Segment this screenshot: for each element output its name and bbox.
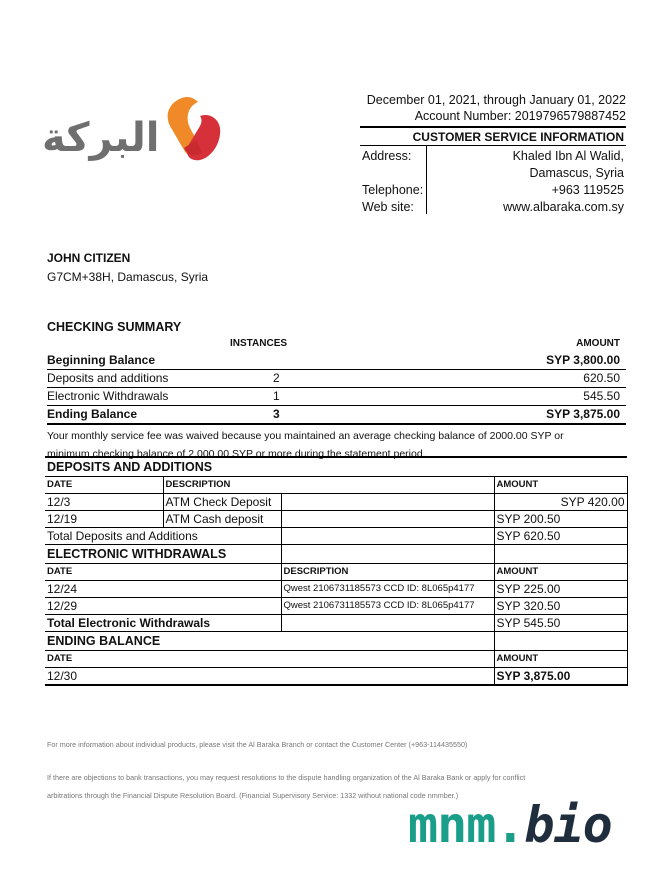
website-link[interactable]: www.albaraka.com.sy — [503, 200, 624, 214]
empty-cell — [494, 632, 627, 651]
deposit-description: ATM Cash deposit — [163, 511, 281, 528]
empty-cell — [281, 545, 494, 564]
deposits-amount: 620.50 — [583, 371, 620, 385]
withdrawals-instances: 1 — [273, 389, 280, 403]
note-line1: Your monthly service fee was waived because you maintained an average checking balance of 2000.00 SYP or — [47, 430, 564, 442]
table-row — [45, 494, 627, 511]
deposits-title-row — [45, 457, 627, 477]
deposits-label: Deposits and additions — [47, 371, 169, 385]
address-label: Address: — [362, 149, 412, 163]
withdrawal-amount: SYP 225.00 — [494, 581, 627, 598]
empty-cell — [494, 545, 627, 564]
empty-cell — [281, 615, 494, 632]
withdrawals-amount-header: AMOUNT — [494, 564, 627, 581]
empty-cell — [281, 494, 494, 511]
address-line1: Khaled Ibn Al Walid, — [512, 149, 624, 163]
withdrawal-date: 12/29 — [45, 598, 281, 615]
withdrawals-amount: 545.50 — [583, 389, 620, 403]
withdrawal-description: Qwest 2106731185573 CCD ID: 8L065p4177 — [281, 598, 494, 615]
beginning-label: Beginning Balance — [47, 353, 156, 367]
ending-amount-header: AMOUNT — [494, 651, 627, 668]
bank-logo — [40, 90, 230, 170]
withdrawals-total-amount: SYP 545.50 — [494, 615, 627, 632]
csi-title: CUSTOMER SERVICE INFORMATION — [360, 126, 626, 146]
watermark-suffix: bio — [524, 796, 612, 854]
footer-objections-line1: If there are objections to bank transactions, you may request resolutions to the dispute handling organization of the Al Baraka Bank or apply for conflict — [47, 773, 526, 782]
ending-date: 12/30 — [45, 668, 494, 686]
table-row — [45, 511, 627, 528]
customer-block — [47, 250, 208, 285]
deposits-instances: 2 — [273, 371, 280, 385]
deposits-total-row — [45, 528, 627, 545]
deposits-header-row — [45, 477, 627, 494]
withdrawals-label: Electronic Withdrawals — [47, 389, 169, 403]
deposits-total-amount: SYP 620.50 — [494, 528, 627, 545]
ending-amount: SYP 3,875.00 — [546, 407, 620, 421]
deposit-amount: SYP 420.00 — [494, 494, 627, 511]
table-row — [45, 598, 627, 615]
withdrawals-date-header: DATE — [45, 564, 281, 581]
deposits-row — [47, 369, 626, 387]
deposit-date: 12/3 — [45, 494, 163, 511]
albaraka-drop-icon — [160, 92, 230, 166]
footer-info: For more information about individual products, please visit the Al Baraka Branch or contact the Customer Center (+963-114435550) — [47, 740, 468, 749]
telephone-label: Telephone: — [362, 183, 424, 197]
table-row — [45, 581, 627, 598]
withdrawals-total-label: Total Electronic Withdrawals — [45, 615, 281, 632]
deposits-amount-header: AMOUNT — [494, 477, 627, 494]
withdrawals-title: ELECTRONIC WITHDRAWALS — [45, 545, 281, 564]
withdrawals-total-row — [45, 615, 627, 632]
instances-header: INSTANCES — [230, 338, 288, 349]
customer-service-info — [360, 146, 626, 218]
beginning-balance-row — [47, 352, 626, 369]
summary-header-row — [47, 335, 626, 352]
statement-header — [360, 92, 626, 218]
checking-summary — [47, 319, 626, 463]
ending-date-header: DATE — [45, 651, 494, 668]
empty-cell — [281, 511, 494, 528]
statement-period: December 01, 2021, through January 01, 2022 — [366, 93, 626, 107]
ending-title-row — [45, 632, 627, 651]
note-line2: minimum checking balance of 2,000.00 SYP or more during the statement period. — [47, 448, 426, 460]
ending-header-row — [45, 651, 627, 668]
beginning-amount: SYP 3,800.00 — [546, 353, 620, 367]
watermark-text: mnm. — [408, 796, 525, 854]
withdrawals-row — [47, 387, 626, 405]
withdrawals-description-header: DESCRIPTION — [281, 564, 494, 581]
account-number: Account Number: 2019796579887452 — [414, 109, 626, 123]
withdrawals-title-row — [45, 545, 627, 564]
deposits-date-header: DATE — [45, 477, 163, 494]
customer-address: G7CM+38H, Damascus, Syria — [47, 270, 209, 284]
deposits-title: DEPOSITS AND ADDITIONS — [45, 457, 627, 477]
logo-text: البركة — [42, 115, 160, 161]
ending-amount: SYP 3,875.00 — [494, 668, 627, 686]
withdrawal-date: 12/24 — [45, 581, 281, 598]
amount-header: AMOUNT — [576, 338, 620, 349]
telephone-value: +963 119525 — [551, 183, 624, 197]
deposit-date: 12/19 — [45, 511, 163, 528]
deposits-total-label: Total Deposits and Additions — [45, 528, 281, 545]
website-label: Web site: — [362, 200, 414, 214]
ending-balance-row — [47, 405, 626, 425]
deposit-amount: SYP 200.50 — [494, 511, 627, 528]
address-line2: Damascus, Syria — [529, 166, 624, 180]
ending-row — [45, 668, 627, 686]
ending-instances: 3 — [273, 407, 280, 421]
deposits-description-header: DESCRIPTION — [163, 477, 494, 494]
footer-objections-line2: arbitrations through the Financial Dispute Resolution Board. (Financial Supervisory Service: 1332 without national code nmmber.) — [47, 791, 459, 800]
transaction-details — [45, 456, 628, 686]
ending-title: ENDING BALANCE — [45, 632, 494, 651]
deposit-description: ATM Check Deposit — [163, 494, 281, 511]
withdrawal-description: Qwest 2106731185573 CCD ID: 8L065p4177 — [281, 581, 494, 598]
summary-title: CHECKING SUMMARY — [47, 320, 182, 334]
withdrawals-header-row — [45, 564, 627, 581]
customer-name: JOHN CITIZEN — [47, 251, 131, 265]
watermark-logo — [408, 796, 612, 854]
ending-label: Ending Balance — [47, 407, 138, 421]
empty-cell — [281, 528, 494, 545]
withdrawal-amount: SYP 320.50 — [494, 598, 627, 615]
divider — [426, 146, 427, 214]
